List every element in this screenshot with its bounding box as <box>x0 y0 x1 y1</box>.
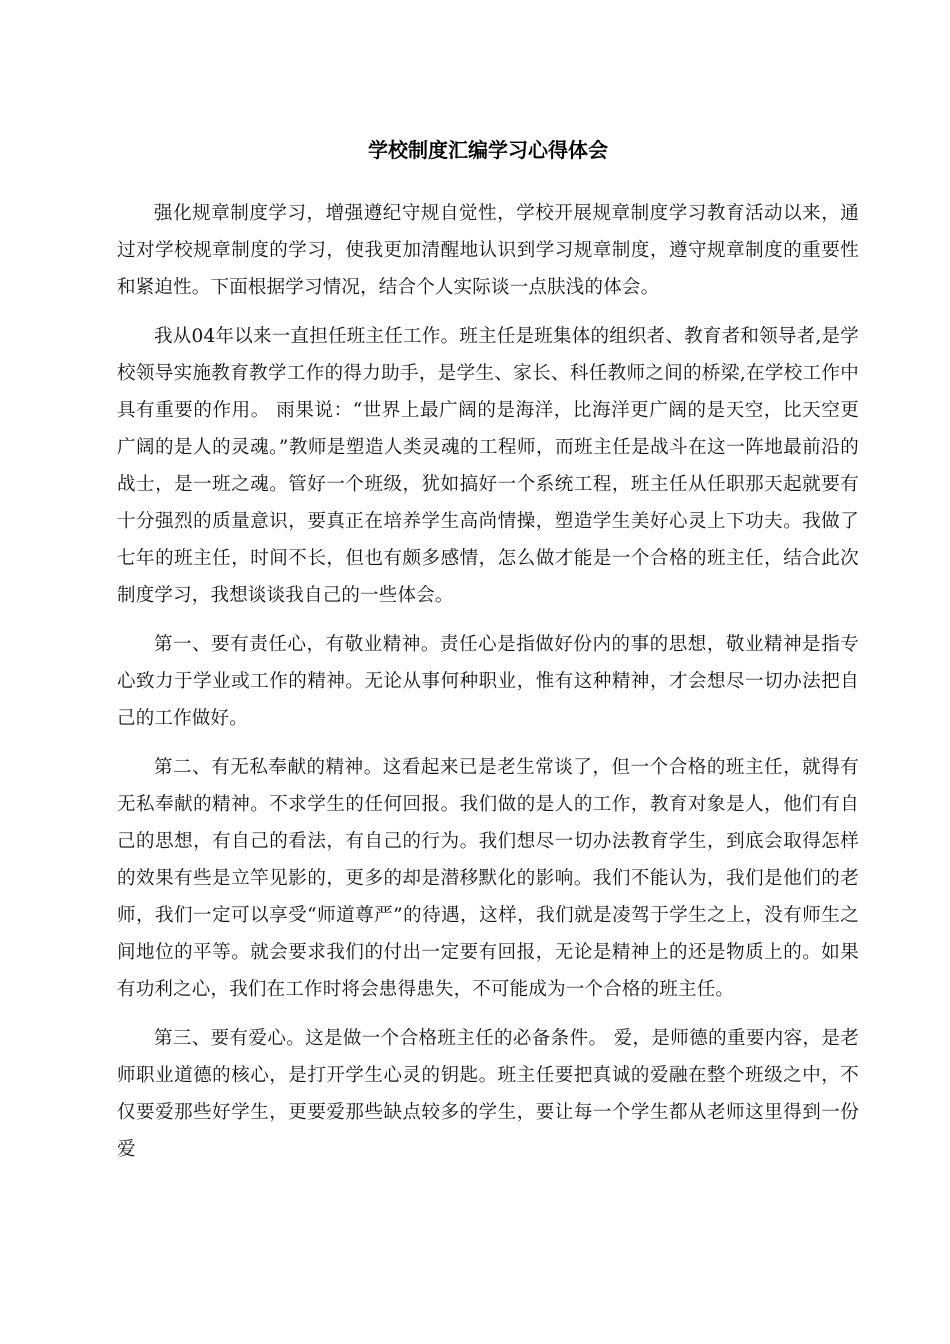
paragraph-point-one: 第一、要有责任心，有敬业精神。责任心是指做好份内的事的思想，敬业精神是指专心致力于学业或工作的精神。无论从事何种职业，惟有这种精神，才会想尽一切办法把自己的工作做好。 <box>117 634 859 729</box>
paragraph-intro: 强化规章制度学习，增强遵纪守规自觉性，学校开展规章制度学习教育活动以来，通过对学校规章制度的学习，使我更加清醒地认识到学习规章制度，遵守规章制度的重要性和紧迫性。下面根据学习情况，结合个人实际谈一点肤浅的体会。 <box>117 203 859 298</box>
document-body <box>117 195 859 1180</box>
document-title: 学校制度汇编学习心得体会 <box>368 138 608 162</box>
paragraph-background: 我从04年以来一直担任班主任工作。班主任是班集体的组织者、教育者和领导者,是学校领导实施教育教学工作的得力助手，是学生、家长、科任教师之间的桥梁,在学校工作中具有重要的作用。 雨果说：“世界上最广阔的是海洋，比海洋更广阔的是天空，比天空更广阔的是人的灵魂。”教师是塑造人类灵魂的工程师，而班主任是战斗在这一阵地最前沿的战士，是一班之魂。管好一个班级，犹如搞好一个系统工程，班主任从任职那天起就要有十分强烈的质量意识，要真正在培养学生高尚情操，塑造学生美好心灵上下功夫。我做了七年的班主任，时间不长，但也有颇多感情，怎么做才能是一个合格的班主任，结合此次制度学习，我想谈谈我自己的一些体会。 <box>117 326 859 606</box>
document-page <box>117 0 859 1344</box>
paragraph-point-three: 第三、要有爱心。这是做一个合格班主任的必备条件。 爱，是师德的重要内容，是老师职业道德的核心，是打开学生心灵的钥匙。班主任要把真诚的爱融在整个班级之中，不仅要爱那些好学生，更要爱那些缺点较多的学生，要让每一个学生都从老师这里得到一份爱 <box>117 1028 859 1160</box>
paragraph-point-two: 第二、有无私奉献的精神。这看起来已是老生常谈了，但一个合格的班主任，就得有无私奉献的精神。不求学生的任何回报。我们做的是人的工作，教育对象是人，他们有自己的思想，有自己的看法，有自己的行为。我们想尽一切办法教育学生，到底会取得怎样的效果有些是立竿见影的，更多的却是潜移默化的影响。我们不能认为，我们是他们的老师，我们一定可以享受“师道尊严”的待遇，这样，我们就是凌驾于学生之上，没有师生之间地位的平等。就会要求我们的付出一定要有回报，无论是精神上的还是物质上的。如果有功利之心，我们在工作时将会患得患失，不可能成为一个合格的班主任。 <box>117 757 859 1000</box>
